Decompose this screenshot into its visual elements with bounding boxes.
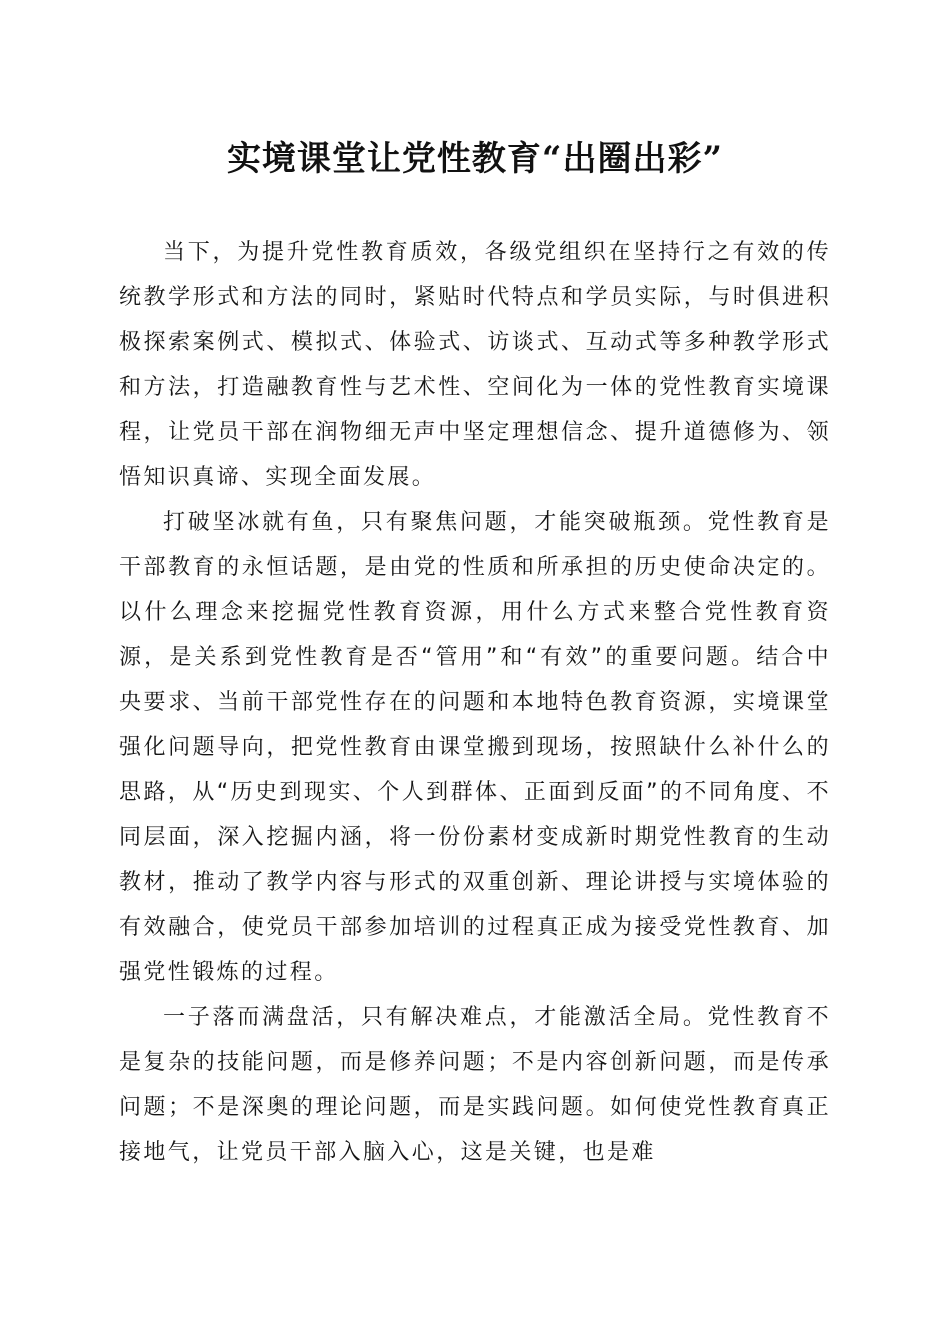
document-title: 实境课堂让党性教育“出圈出彩” [226, 139, 724, 179]
document-body [119, 230, 831, 1175]
paragraph-1: 当下，为提升党性教育质效，各级党组织在坚持行之有效的传统教学形式和方法的同时，紧贴时代特点和学员实际，与时俱进积极探索案例式、模拟式、体验式、访谈式、互动式等多种教学形式和方法，打造融教育性与艺术性、空间化为一体的党性教育实境课程，让党员干部在润物细无声中坚定理想信念、提升道德修为、领悟知识真谛、实现全面发展。 [119, 240, 831, 490]
paragraph-3: 一子落而满盘活，只有解决难点，才能激活全局。党性教育不是复杂的技能问题，而是修养问题；不是内容创新问题，而是传承问题；不是深奥的理论问题，而是实践问题。如何使党性教育真正接地气，让党员干部入脑入心，这是关键，也是难 [119, 1005, 831, 1165]
paragraph-2: 打破坚冰就有鱼，只有聚焦问题，才能突破瓶颈。党性教育是干部教育的永恒话题，是由党的性质和所承担的历史使命决定的。以什么理念来挖掘党性教育资源，用什么方式来整合党性教育资源，是关系到党性教育是否“管用”和“有效”的重要问题。结合中央要求、当前干部党性存在的问题和本地特色教育资源，实境课堂强化问题导向，把党性教育由课堂搬到现场，按照缺什么补什么的思路，从“历史到现实、个人到群体、正面到反面”的不同角度、不同层面，深入挖掘内涵，将一份份素材变成新时期党性教育的生动教材，推动了教学内容与形式的双重创新、理论讲授与实境体验的有效融合，使党员干部参加培训的过程真正成为接受党性教育、加强党性锻炼的过程。 [119, 510, 831, 985]
